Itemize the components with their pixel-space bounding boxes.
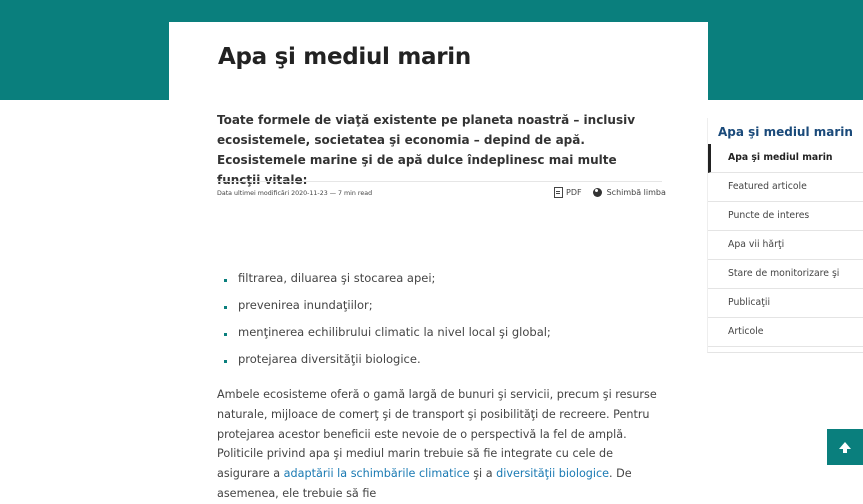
sidebar-heading: Apa şi mediul marin: [718, 125, 853, 139]
list-item: protejarea diversităţii biologice.: [224, 353, 551, 366]
body-text-mid: şi a: [469, 467, 497, 481]
lead-paragraph: Toate formele de viaţă existente pe planeta noastră – inclusiv ecosistemele, societatea şi economia – depind de apă. Ecosistemele marine şi de apă dulce îndeplinesc mai multe funcţii vitale:: [217, 113, 636, 187]
globe-icon: [593, 188, 602, 197]
change-language-label: Schimbă limba: [606, 188, 666, 197]
page-title: Apa şi mediul marin: [218, 44, 471, 70]
back-to-top-button[interactable]: [827, 429, 863, 465]
functions-list: [224, 272, 551, 380]
body-paragraph: [217, 385, 657, 504]
meta-divider: [217, 181, 662, 182]
sidebar-item-featured[interactable]: Featured articole: [708, 173, 863, 202]
list-item: menţinerea echilibrului climatic la nivel local şi global;: [224, 326, 551, 339]
pdf-button[interactable]: [554, 187, 582, 198]
list-item: prevenirea inundaţiilor;: [224, 299, 551, 312]
pdf-icon: [554, 187, 563, 198]
sidebar-item-monitoring[interactable]: Stare de monitorizare şi: [708, 260, 863, 289]
change-language-button[interactable]: [582, 188, 666, 197]
sidebar-item-points-of-interest[interactable]: Puncte de interes: [708, 202, 863, 231]
list-item: filtrarea, diluarea şi stocarea apei;: [224, 272, 551, 285]
meta-actions: [554, 187, 666, 198]
biodiversity-link[interactable]: diversităţii biologice: [496, 467, 610, 481]
sidebar-item-articles[interactable]: Articole: [708, 318, 863, 347]
climate-adaptation-link[interactable]: adaptării la schimbările climatice: [283, 467, 470, 481]
sidebar-item-live-maps[interactable]: Apa vii hărţi: [708, 231, 863, 260]
sidebar-nav: [707, 118, 863, 353]
last-modified-date: Data ultimei modificări 2020-11-23 — 7 min read: [217, 190, 373, 197]
sidebar-list: [708, 144, 863, 347]
pdf-label: PDF: [566, 188, 582, 197]
sidebar-item-publications[interactable]: Publicaţii: [708, 289, 863, 318]
arrow-up-icon: [839, 442, 851, 449]
sidebar-item-water-marine[interactable]: Apa şi mediul marin: [708, 144, 863, 173]
body-text-start: Ambele ecosisteme oferă o gamă largă de bunuri şi servicii, precum şi resurse naturale, mijloace de comerţ şi de transport şi posibilităţi de recreere. Pentru protejarea acestor beneficii este nevoie de o perspectivă la fel de amplă. Politicile privind apa şi mediul marin trebuie să fie integrate cu cele de asigurare a: [217, 388, 657, 481]
body-text-end: . De asemenea, ele trebuie să fie: [217, 467, 632, 500]
